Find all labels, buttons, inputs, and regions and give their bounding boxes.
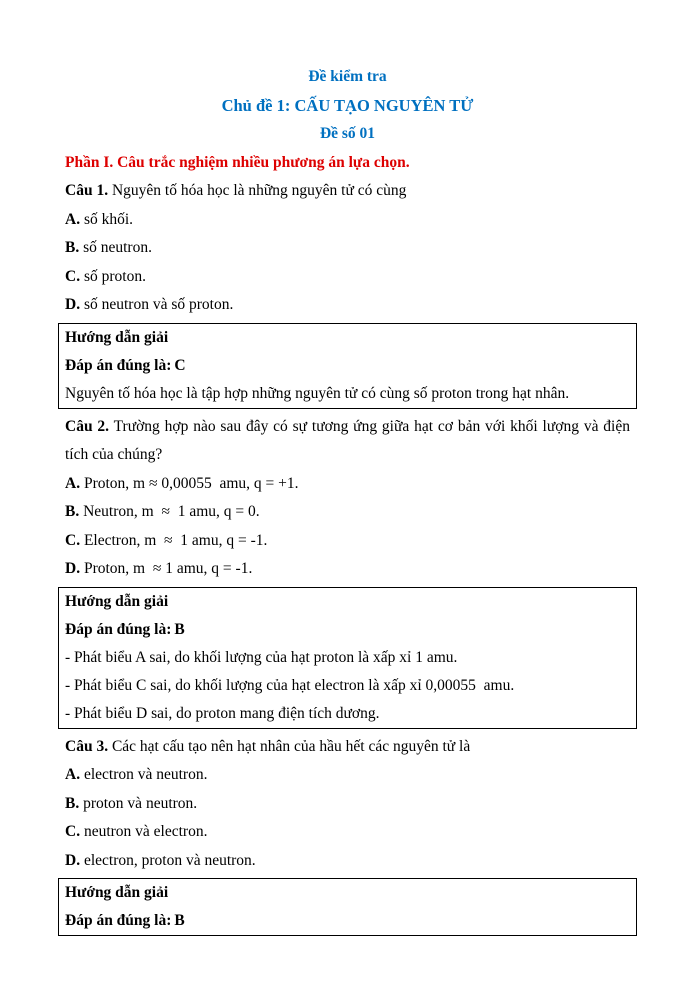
question-1-option-d	[58, 291, 637, 320]
question-2-stem: Trường hợp nào sau đây có sự tương ứng giữa hạt cơ bản với khối lượng và điện tích của chúng?	[65, 417, 630, 463]
option-text: proton và neutron.	[83, 794, 198, 812]
question-2-label: Câu 2.	[65, 417, 110, 435]
option-label: C.	[65, 531, 81, 549]
question-1-label: Câu 1.	[65, 182, 109, 199]
question-2-option-b	[58, 498, 637, 527]
question-2-option-d	[58, 555, 637, 584]
question-3-option-d	[58, 847, 637, 876]
option-label: B.	[65, 503, 80, 520]
solution-heading: Hướng dẫn giải	[65, 884, 169, 901]
option-text: electron, proton và neutron.	[83, 851, 256, 869]
option-text: số neutron và số proton.	[83, 296, 234, 313]
answer-value: B	[174, 912, 185, 929]
doc-subtitle: Chủ đề 1: CẤU TẠO NGUYÊN TỬ	[221, 95, 474, 115]
document-body	[58, 63, 637, 936]
option-label: A.	[65, 474, 81, 492]
question-1-option-a	[58, 206, 637, 235]
option-label: D.	[65, 296, 81, 313]
solution-explanation: - Phát biểu D sai, do proton mang điện tích dương.	[65, 704, 380, 722]
solution-explanation: - Phát biểu C sai, do khối lượng của hạt electron là xấp xỉ 0,00055 amu.	[65, 676, 515, 694]
solution-heading: Hướng dẫn giải	[65, 592, 169, 610]
answer-label: Đáp án đúng là:	[65, 620, 172, 638]
option-label: B.	[65, 239, 80, 256]
option-text: neutron và electron.	[83, 823, 208, 840]
option-text: Proton, m ≈ 0,00055 amu, q = +1.	[83, 474, 299, 492]
question-3-stem: Các hạt cấu tạo nên hạt nhân của hầu hết các nguyên tử là	[111, 737, 471, 755]
question-1-stem: Nguyên tố hóa học là những nguyên tử có cùng	[111, 182, 407, 199]
option-label: B.	[65, 794, 80, 812]
question-1-text	[58, 177, 637, 206]
question-2-solution-box	[58, 587, 637, 729]
option-label: C.	[65, 823, 81, 840]
solution-answer-line	[59, 616, 636, 644]
answer-value: B	[174, 620, 185, 638]
doc-exam-number: Đề số 01	[319, 125, 376, 142]
question-1-solution-box	[58, 323, 637, 409]
question-2-option-a	[58, 470, 637, 499]
question-3-text	[58, 733, 637, 762]
question-1	[58, 177, 637, 409]
option-text: Neutron, m ≈ 1 amu, q = 0.	[83, 503, 260, 520]
question-3-solution-box	[58, 878, 637, 936]
option-text: số proton.	[83, 267, 146, 285]
question-1-option-c	[58, 263, 637, 292]
question-3	[58, 733, 637, 937]
option-text: Proton, m ≈ 1 amu, q = -1.	[83, 560, 253, 577]
solution-explanation: Nguyên tố hóa học là tập hợp những nguyên tử có cùng số proton trong hạt nhân.	[65, 384, 570, 402]
option-text: electron và neutron.	[83, 766, 208, 783]
question-3-label: Câu 3.	[65, 737, 109, 755]
question-2-option-c	[58, 527, 637, 556]
question-3-option-b	[58, 790, 637, 819]
option-label: A.	[65, 210, 81, 228]
question-1-option-b	[58, 234, 637, 263]
solution-explanation: - Phát biểu A sai, do khối lượng của hạt proton là xấp xỉ 1 amu.	[65, 648, 458, 666]
question-2-text	[58, 413, 637, 470]
answer-label: Đáp án đúng là:	[65, 912, 172, 929]
solution-heading: Hướng dẫn giải	[65, 328, 169, 346]
option-text: số khối.	[83, 210, 134, 228]
solution-answer-line	[59, 907, 636, 935]
solution-answer-line	[59, 352, 636, 380]
answer-label: Đáp án đúng là:	[65, 356, 172, 374]
question-3-option-c	[58, 818, 637, 847]
option-text: số neutron.	[83, 239, 152, 256]
doc-title: Đề kiểm tra	[308, 68, 387, 85]
option-label: A.	[65, 766, 81, 783]
section-heading: Phần I. Câu trắc nghiệm nhiều phương án lựa chọn.	[65, 153, 410, 171]
answer-value: C	[174, 356, 186, 374]
question-3-option-a	[58, 761, 637, 790]
option-label: C.	[65, 267, 81, 285]
question-2	[58, 413, 637, 729]
option-text: Electron, m ≈ 1 amu, q = -1.	[83, 531, 268, 549]
option-label: D.	[65, 560, 81, 577]
option-label: D.	[65, 851, 81, 869]
